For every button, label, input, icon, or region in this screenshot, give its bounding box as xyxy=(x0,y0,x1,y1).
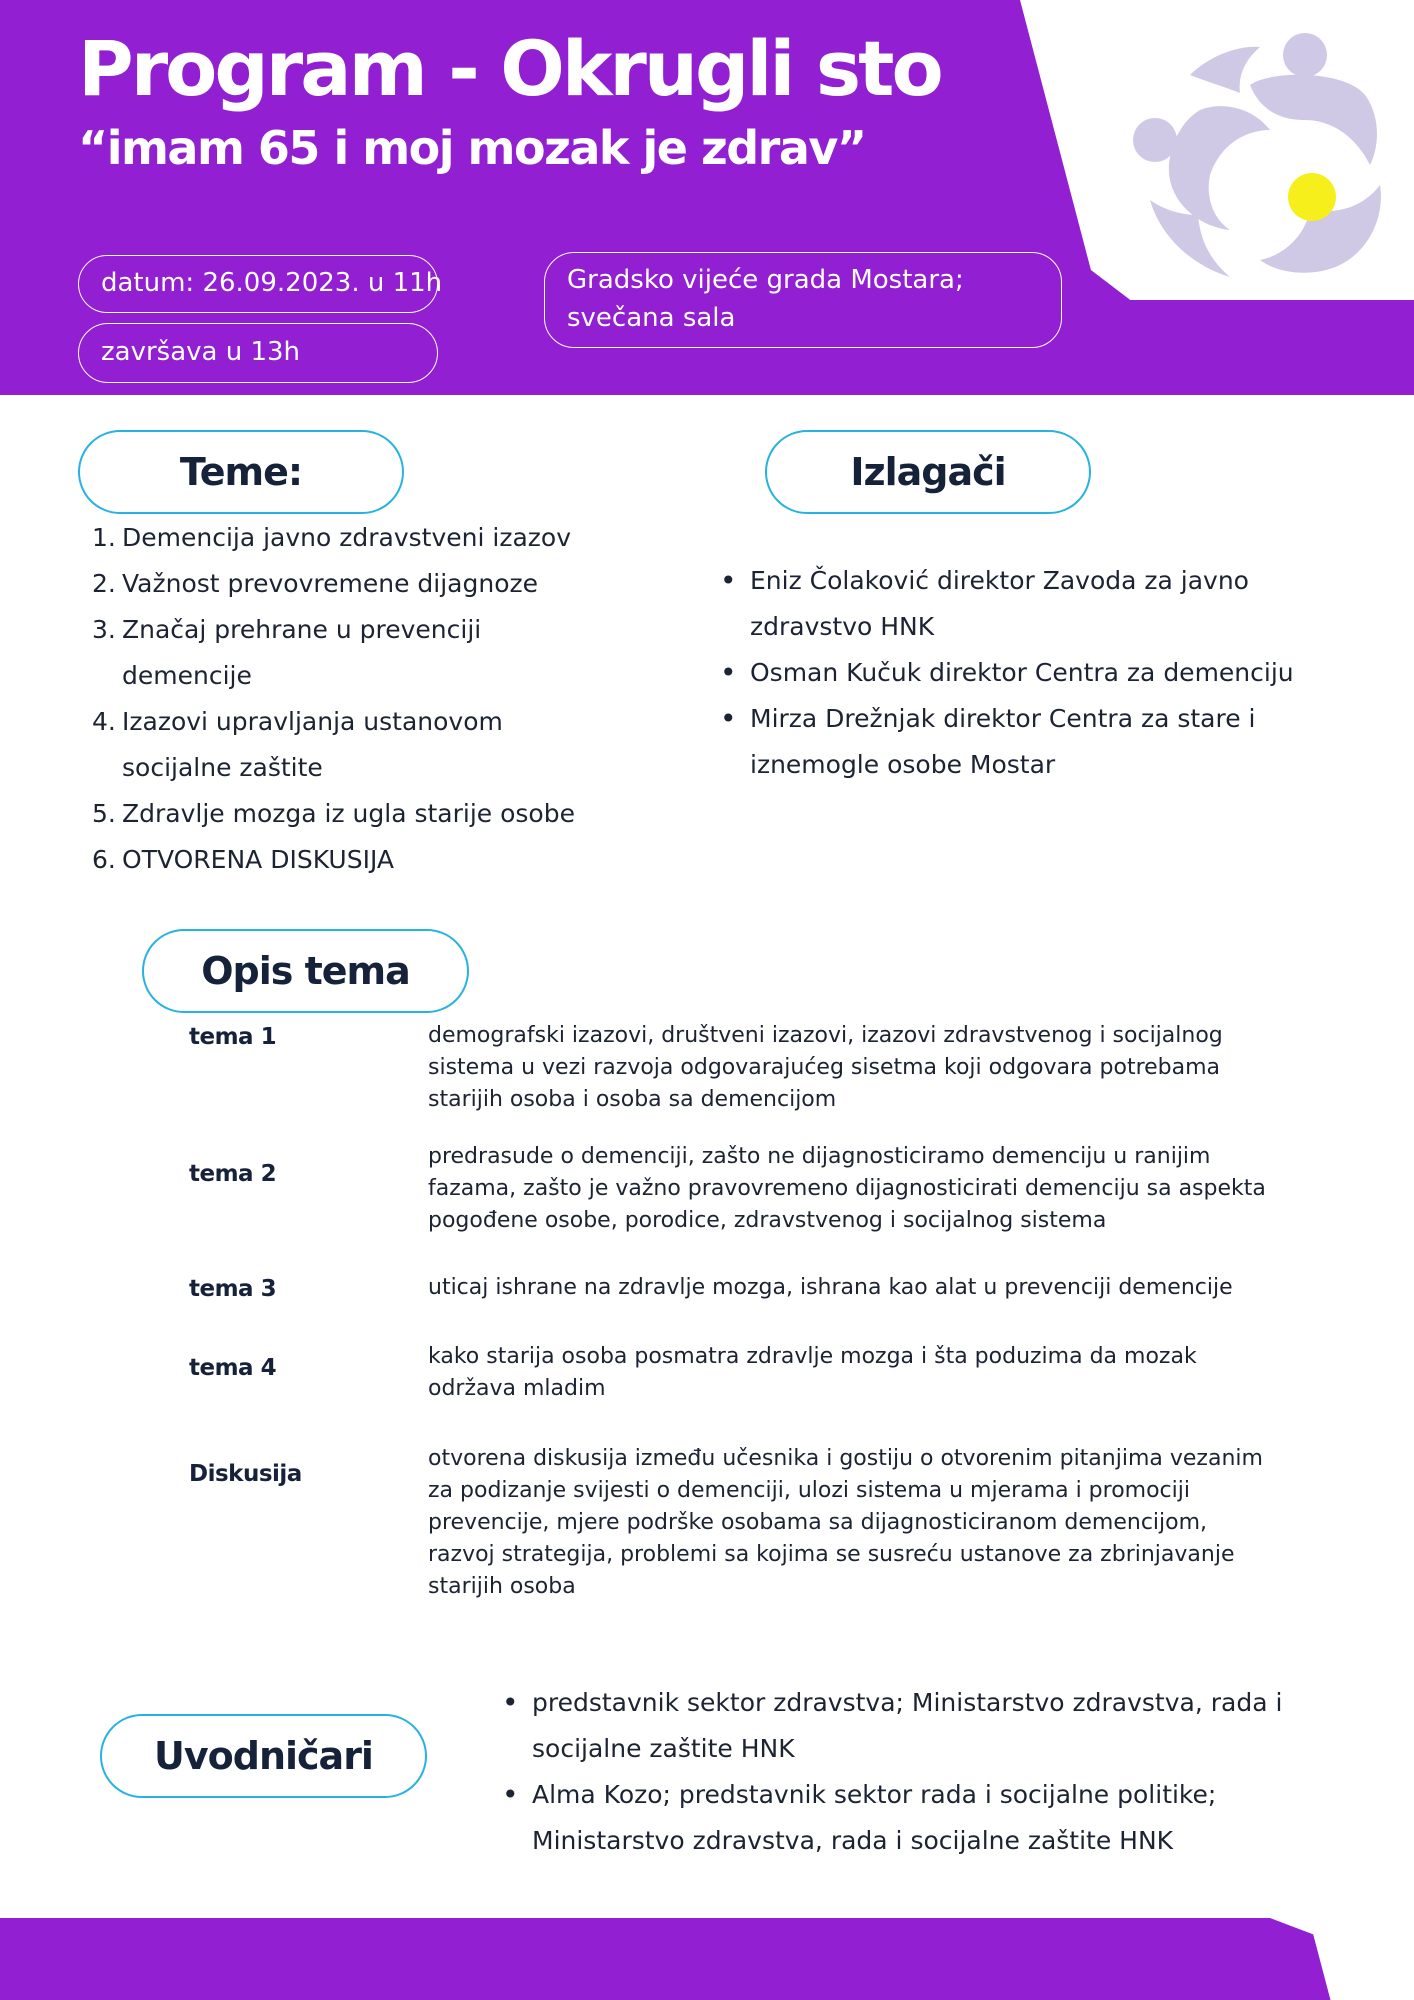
uvodnicari-list xyxy=(500,1680,1300,1864)
izlagaci-heading: Izlagači xyxy=(765,430,1091,514)
opis-heading: Opis tema xyxy=(142,929,469,1013)
description-line: kako starija osoba posmatra zdravlje mozga i šta poduzima da mozak xyxy=(428,1344,1197,1369)
description-line: starijih osoba xyxy=(428,1574,576,1599)
item-text: Demencija javno zdravstveni izazov xyxy=(122,523,571,552)
row-label: tema 4 xyxy=(189,1355,277,1381)
item-text: • Mirza Drežnjak direktor Centra za stare i xyxy=(750,704,1256,733)
description-line: fazama, zašto je važno pravovremeno dijagnosticirati demenciju sa aspekta xyxy=(428,1176,1266,1201)
list-item xyxy=(92,699,652,791)
description-line: starijih osoba i osoba sa demencijom xyxy=(428,1087,837,1112)
row-description xyxy=(428,1141,1278,1237)
end-time-pill: završava u 13h xyxy=(78,323,438,383)
description-line: za podizanje svijesti o demenciji, ulozi sistema u mjerama i promociji xyxy=(428,1478,1190,1503)
teme-heading: Teme: xyxy=(78,430,404,514)
row-label: Diskusija xyxy=(189,1461,302,1487)
page-subtitle: “imam 65 i moj mozak je zdrav” xyxy=(78,121,866,175)
item-text-continued: iznemogle osobe Mostar xyxy=(750,750,1056,779)
item-text-continued: demencije xyxy=(122,661,252,690)
row-description xyxy=(428,1443,1278,1603)
list-item xyxy=(500,1680,1300,1772)
list-item xyxy=(718,696,1298,788)
description-line: uticaj ishrane na zdravlje mozga, ishrana kao alat u prevenciji demencije xyxy=(428,1275,1233,1300)
flower-people-logo-icon xyxy=(1130,15,1400,290)
item-number: 2. xyxy=(92,569,116,598)
date-pill: datum: 26.09.2023. u 11h xyxy=(78,255,438,313)
teme-list xyxy=(92,515,652,883)
izlagaci-list xyxy=(718,558,1298,788)
location-line-2: svečana sala xyxy=(567,303,736,333)
description-line: demografski izazovi, društveni izazovi, izazovi zdravstvenog i socijalnog xyxy=(428,1023,1223,1048)
description-line: otvorena diskusija između učesnika i gostiju o otvorenim pitanjima vezanim xyxy=(428,1446,1263,1471)
uvodnicari-heading: Uvodničari xyxy=(100,1714,427,1798)
item-text-continued: zdravstvo HNK xyxy=(750,612,935,641)
item-number: 4. xyxy=(92,707,116,736)
description-line: prevencije, mjere podrške osobama sa dijagnosticiranom demencijom, xyxy=(428,1510,1208,1535)
item-text: Izazovi upravljanja ustanovom xyxy=(122,707,503,736)
row-label: tema 2 xyxy=(189,1161,277,1187)
item-number: 1. xyxy=(92,523,116,552)
item-text: Važnost prevovremene dijagnoze xyxy=(122,569,538,598)
description-line: predrasude o demenciji, zašto ne dijagnosticiramo demenciju u ranijim xyxy=(428,1144,1211,1169)
list-item xyxy=(718,558,1298,650)
description-line: pogođene osobe, porodice, zdravstvenog i socijalnog sistema xyxy=(428,1208,1107,1233)
list-item xyxy=(92,515,652,561)
item-text-continued: Ministarstvo zdravstva, rada i socijalne zaštite HNK xyxy=(532,1826,1174,1855)
item-number: 3. xyxy=(92,615,116,644)
list-item xyxy=(92,561,652,607)
item-text: • Eniz Čolaković direktor Zavoda za javno xyxy=(750,566,1249,595)
list-item xyxy=(92,607,652,699)
item-text-continued: socijalne zaštite xyxy=(122,753,323,782)
row-description xyxy=(428,1341,1278,1405)
row-description xyxy=(428,1272,1278,1304)
row-label: tema 3 xyxy=(189,1276,277,1302)
list-item xyxy=(718,650,1298,696)
page-title: Program - Okrugli sto xyxy=(78,24,941,113)
description-line: sistema u vezi razvoja odgovarajućeg sisetma koji odgovara potrebama xyxy=(428,1055,1221,1080)
item-text: • Osman Kučuk direktor Centra za demenciju xyxy=(750,658,1294,687)
list-item xyxy=(92,837,652,883)
item-text: Zdravlje mozga iz ugla starije osobe xyxy=(122,799,575,828)
item-text: OTVORENA DISKUSIJA xyxy=(122,845,394,874)
description-line: održava mladim xyxy=(428,1376,606,1401)
footer-bar xyxy=(0,1918,1414,2000)
item-text: Značaj prehrane u prevenciji xyxy=(122,615,482,644)
list-item xyxy=(92,791,652,837)
location-line-1: Gradsko vijeće grada Mostara; xyxy=(567,265,964,295)
description-line: razvoj strategija, problemi sa kojima se susreću ustanove za zbrinjavanje xyxy=(428,1542,1235,1567)
item-text: • Alma Kozo; predstavnik sektor rada i socijalne politike; xyxy=(532,1780,1217,1809)
item-number: 6. xyxy=(92,845,116,874)
location-pill xyxy=(544,252,1062,348)
row-label: tema 1 xyxy=(189,1024,277,1050)
item-text-continued: socijalne zaštite HNK xyxy=(532,1734,795,1763)
list-item xyxy=(500,1772,1300,1864)
row-description xyxy=(428,1020,1278,1116)
item-text: • predstavnik sektor zdravstva; Ministarstvo zdravstva, rada i xyxy=(532,1688,1283,1717)
item-number: 5. xyxy=(92,799,116,828)
